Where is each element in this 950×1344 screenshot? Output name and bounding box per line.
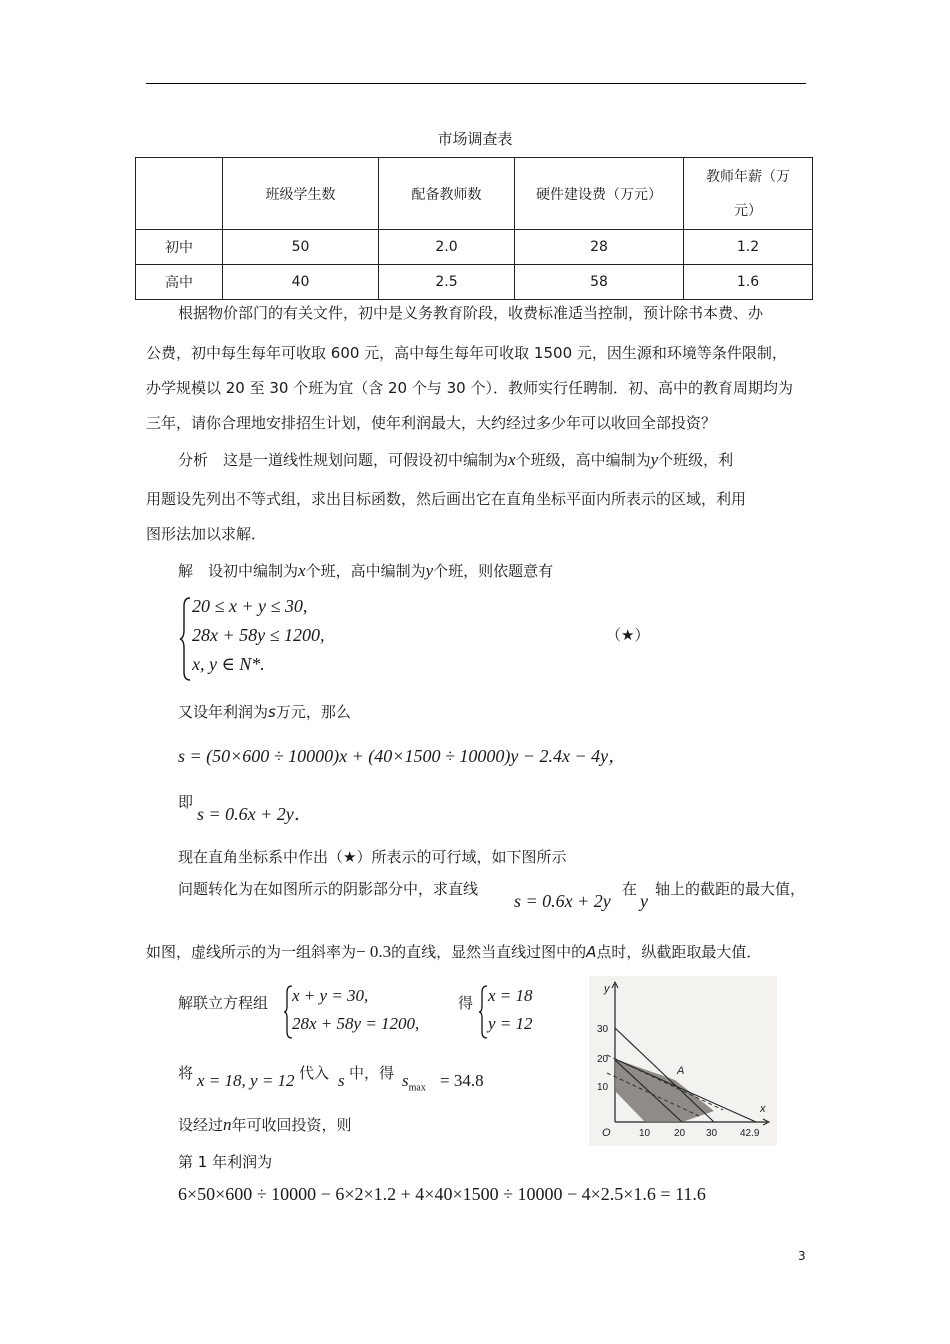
solution-text: 如图，虚线所示的为一组斜率为 xyxy=(146,943,357,961)
var-n: n xyxy=(223,1115,232,1134)
header-cell-line: 元） xyxy=(734,202,762,219)
solution-text: 的直线，显然当直线过图中的 xyxy=(391,943,587,961)
analysis-line xyxy=(178,452,733,468)
table-cell: 2.5 xyxy=(379,265,515,300)
analysis-text: 分析 这是一道线性规划问题，可假设初中编制为 xyxy=(178,451,509,469)
result-line: x = 18 xyxy=(488,986,533,1005)
feasible-region-graph xyxy=(589,976,777,1146)
header-cell xyxy=(684,158,813,230)
origin-label: O xyxy=(602,1127,611,1139)
table-cell: 40 xyxy=(223,265,379,300)
first-year-formula: 6×50×600 ÷ 10000 − 6×2×1.2 + 4×40×1500 ÷ 10000 − 4×2.5×1.6 = 11.6 xyxy=(178,1184,706,1204)
solution-text: 年可收回投资，则 xyxy=(231,1116,352,1134)
ji-label: 即 xyxy=(178,793,194,811)
y-axis-label: y xyxy=(604,983,610,995)
table-cell: 高中 xyxy=(136,265,223,300)
left-brace-icon xyxy=(478,984,488,1040)
star-label: （★） xyxy=(606,626,650,644)
transform-text: 在 xyxy=(622,880,638,898)
result-line: y = 12 xyxy=(488,1014,533,1033)
transform-line xyxy=(178,882,478,897)
profit-formula: s = (50×600 ÷ 10000)x + (40×1500 ÷ 10000)y − 2.4x − 4y， xyxy=(178,746,627,766)
var-x: x xyxy=(508,450,516,469)
x-tick-label: 30 xyxy=(706,1128,718,1139)
solution-text: 点时，纵截距取最大值． xyxy=(596,943,762,961)
analysis-text: 个班级，高中编制为 xyxy=(515,451,651,469)
sub-values: x = 18, y = 12 xyxy=(197,1071,295,1090)
analysis-text: 个班级，利 xyxy=(658,451,734,469)
first-year-label: 第 1 年利润为 xyxy=(178,1153,273,1171)
table-row xyxy=(136,230,813,265)
left-brace-icon xyxy=(178,596,192,682)
header-cell: 配备教师数 xyxy=(379,158,515,230)
header-cell xyxy=(136,158,223,230)
table-cell: 初中 xyxy=(136,230,223,265)
problem-line: 三年，请你合理地安排招生计划，使年利润最大，大约经过多少年可以收回全部投资？ xyxy=(146,414,717,432)
table-cell: 2.0 xyxy=(379,230,515,265)
analysis-line: 用题设先列出不等式组，求出目标函数，然后画出它在直角坐标平面内所表示的区域，利用 xyxy=(146,490,747,508)
header-cell: 班级学生数 xyxy=(223,158,379,230)
table-cell: 1.2 xyxy=(684,230,813,265)
s-max-symbol: s xyxy=(402,1071,409,1090)
sub-label: 将 xyxy=(178,1064,194,1082)
x-tick-label: 20 xyxy=(674,1128,686,1139)
problem-line: 公费，初中每生每年可收取 600 元，高中每生每年可收取 1500 元，因生源和环境等条件限制， xyxy=(146,344,787,362)
var-x: x xyxy=(298,561,306,580)
solution-text: 解 设初中编制为 xyxy=(178,562,299,580)
analysis-line: 图形法加以求解． xyxy=(146,525,267,543)
slope-value: − 0.3 xyxy=(356,942,392,961)
problem-line: 根据物价部门的有关文件，初中是义务教育阶段，收费标准适当控制，预计除书本费、办 xyxy=(178,304,764,322)
x-axis-label: x xyxy=(760,1103,766,1115)
transform-equation: s = 0.6x + 2y xyxy=(514,891,611,911)
table-cell: 58 xyxy=(515,265,684,300)
solution-text: 又设年利润为 xyxy=(178,703,269,721)
table-cell: 1.6 xyxy=(684,265,813,300)
equation-line: 28x + 58y = 1200, xyxy=(292,1014,420,1033)
inequality-line: x, y ∈ N*. xyxy=(192,654,265,674)
solve-label: 解联立方程组 xyxy=(178,994,269,1012)
table-row xyxy=(136,265,813,300)
table-caption: 市场调查表 xyxy=(437,130,513,148)
var-y: y xyxy=(640,891,648,911)
sub-text: 代入 xyxy=(299,1064,330,1082)
var-y: y xyxy=(425,561,434,580)
problem-line: 办学规模以 20 至 30 个班为宜（含 20 个与 30 个）．教师实行任聘制．初、高中的教育周期均为 xyxy=(146,379,793,397)
solution-text: 个班，高中编制为 xyxy=(305,562,426,580)
solution-intro xyxy=(178,563,553,579)
x-tick-label: 10 xyxy=(639,1128,651,1139)
inequality-line: 20 ≤ x + y ≤ 30, xyxy=(192,596,308,616)
var-y: y xyxy=(650,450,659,469)
feasible-text: 现在直角坐标系中作出（★）所表示的可行域，如下图所示 xyxy=(178,848,567,866)
solution-text: 个班，则依题意有 xyxy=(433,562,554,580)
header-rule xyxy=(146,83,806,84)
years-line xyxy=(178,1117,352,1133)
s-max-subscript: max xyxy=(408,1082,426,1094)
profit-intro xyxy=(178,705,351,720)
y-tick-label: 30 xyxy=(597,1024,609,1035)
s-max-value: = 34.8 xyxy=(440,1071,484,1090)
point-a-label: A xyxy=(677,1065,685,1077)
transform-text: 轴上的截距的最大值， xyxy=(655,880,806,898)
var-s: s xyxy=(268,703,276,721)
solution-text: 问题转化为在如图所示的阴影部分中，求直线 xyxy=(178,880,479,898)
table-header-row xyxy=(136,158,813,230)
table-cell: 50 xyxy=(223,230,379,265)
y-tick-label: 20 xyxy=(597,1054,609,1065)
slope-line xyxy=(146,944,761,960)
x-tick-label: 42.9 xyxy=(740,1128,760,1139)
header-cell-line: 教师年薪（万 xyxy=(706,168,790,185)
point-a-ref: A xyxy=(586,943,597,961)
s-max xyxy=(402,1071,426,1093)
var-s: s xyxy=(338,1071,345,1090)
equation-line: x + y = 30, xyxy=(292,986,369,1005)
table-cell: 28 xyxy=(515,230,684,265)
market-survey-table xyxy=(135,157,813,300)
y-tick-label: 10 xyxy=(597,1082,609,1093)
inequality-line: 28x + 58y ≤ 1200, xyxy=(192,625,325,645)
simplified-formula: s = 0.6x + 2y． xyxy=(197,804,312,824)
get-label: 得 xyxy=(458,994,474,1012)
page-number: 3 xyxy=(798,1249,806,1263)
header-cell: 硬件建设费（万元） xyxy=(515,158,684,230)
solution-text: 万元，那么 xyxy=(275,703,351,721)
solution-text: 设经过 xyxy=(178,1116,224,1134)
sub-text: 中，得 xyxy=(349,1064,395,1082)
